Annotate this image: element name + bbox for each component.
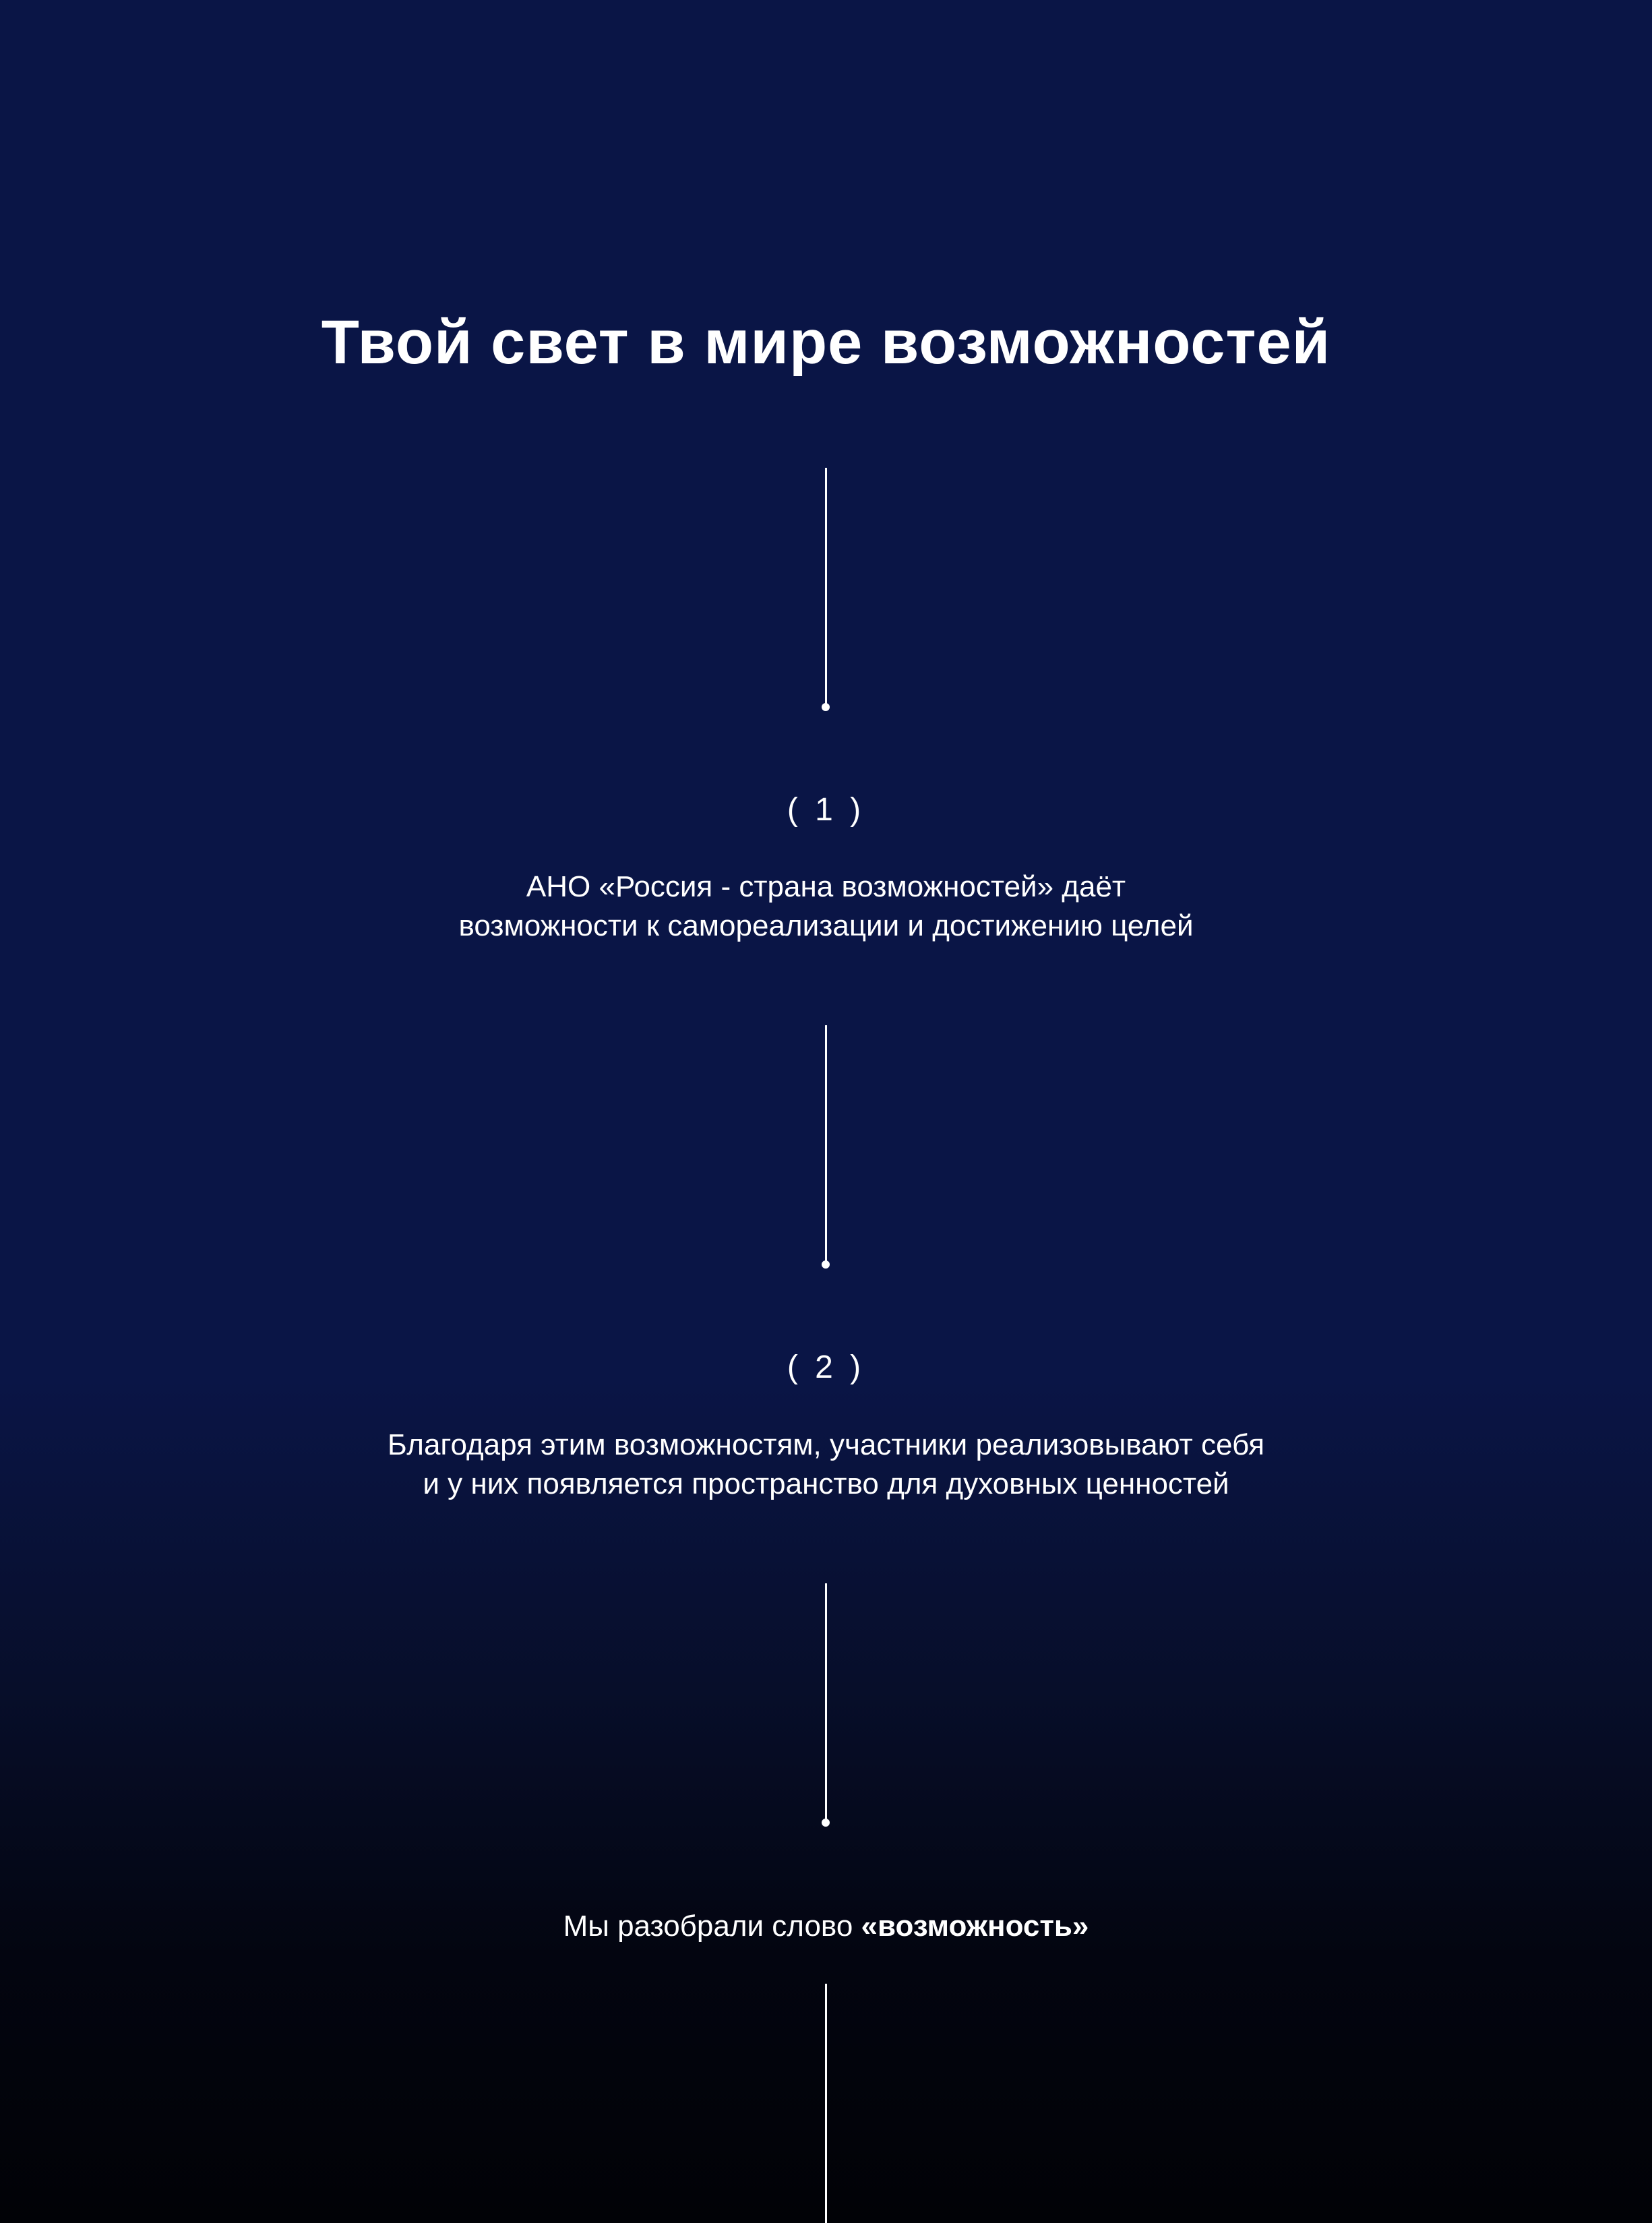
step-1-number: ( 1 ) — [787, 792, 865, 828]
conclusion-text — [0, 1907, 1652, 1946]
timeline-connector-line — [825, 1984, 827, 2223]
step-2-text-line-1: Благодаря этим возможностям, участники реализовывают себя — [387, 1428, 1265, 1461]
step-1-text — [0, 867, 1652, 946]
step-2-text-line-2: и у них появляется пространство для духовных ценностей — [423, 1467, 1229, 1500]
timeline-connector-line — [825, 468, 827, 706]
conclusion-prefix: Мы разобрали слово — [563, 1910, 861, 1943]
step-2-number: ( 2 ) — [787, 1349, 865, 1385]
conclusion-emphasis: «возможность» — [861, 1910, 1089, 1943]
timeline-connector-line — [825, 1583, 827, 1822]
step-2-text — [0, 1426, 1652, 1504]
step-1-text-line-1: АНО «Россия - страна возможностей» даёт — [526, 870, 1126, 903]
timeline-connector-dot — [822, 1260, 830, 1269]
timeline-connector-dot — [822, 1819, 830, 1827]
page-title: Твой свет в мире возможностей — [321, 308, 1331, 377]
step-1-text-line-2: возможности к самореализации и достижению целей — [458, 909, 1194, 942]
timeline-connector-line — [825, 1025, 827, 1264]
timeline-connector-dot — [822, 703, 830, 711]
